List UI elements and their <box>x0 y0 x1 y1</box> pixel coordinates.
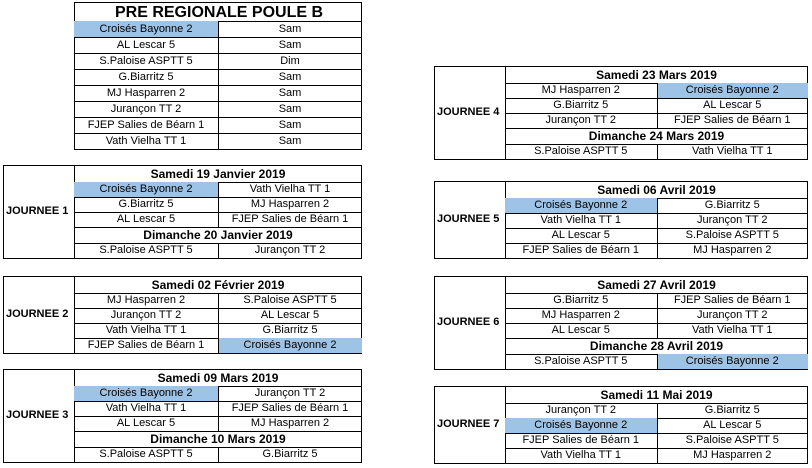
away-team-cell: AL Lescar 5 <box>260 309 320 321</box>
match-row-divider <box>74 258 362 259</box>
match-row-divider <box>74 462 362 463</box>
poule-team-cell: Vath Vielha TT 1 <box>105 135 187 147</box>
journee-label: JOURNEE 1 <box>6 205 69 217</box>
poule-team-cell: S.Paloise ASPTT 5 <box>99 55 193 67</box>
match-col-divider <box>218 293 219 308</box>
match-col-divider <box>218 338 219 353</box>
home-team-cell: AL Lescar 5 <box>551 324 610 336</box>
poule-team-cell: MJ Hasparren 2 <box>106 87 186 99</box>
home-team-cell: G.Biarritz 5 <box>553 294 609 306</box>
away-team-cell: Jurançon TT 2 <box>254 244 326 256</box>
away-team-cell: S.Paloise ASPTT 5 <box>685 229 779 241</box>
poule-day-cell: Sam <box>278 23 302 35</box>
home-team-cell: AL Lescar 5 <box>116 213 176 225</box>
home-team-cell: Jurançon TT 2 <box>545 404 617 416</box>
away-team-cell: FJEP Salies de Béarn 1 <box>231 213 349 225</box>
poule-col-divider <box>218 85 219 101</box>
match-col-divider <box>218 243 219 258</box>
match-col-divider <box>657 213 658 228</box>
home-team-cell: MJ Hasparren 2 <box>541 84 620 96</box>
home-team-cell: FJEP Salies de Béarn 1 <box>522 434 640 446</box>
poule-day-cell: Sam <box>278 39 302 51</box>
poule-team-cell: Croisés Bayonne 2 <box>74 21 218 37</box>
match-col-divider <box>218 416 219 431</box>
away-team-cell: G.Biarritz 5 <box>704 404 760 416</box>
match-date-header: Dimanche 10 Mars 2019 <box>150 432 286 446</box>
match-row-divider <box>505 463 808 464</box>
match-date-header: Samedi 06 Avril 2019 <box>597 183 716 197</box>
match-date-header: Samedi 02 Février 2019 <box>151 278 285 292</box>
home-team-cell: Vath Vielha TT 1 <box>540 214 622 226</box>
away-team-cell: AL Lescar 5 <box>703 99 762 111</box>
match-col-divider <box>657 308 658 323</box>
journee-label: JOURNEE 3 <box>6 409 69 421</box>
poule-col-divider <box>218 117 219 133</box>
match-date-header: Dimanche 28 Avril 2019 <box>589 339 724 353</box>
match-col-divider <box>657 433 658 448</box>
away-team-cell: MJ Hasparren 2 <box>250 198 330 210</box>
poule-team-cell: Jurançon TT 2 <box>110 103 182 115</box>
away-team-cell: Vath Vielha TT 1 <box>691 145 773 157</box>
home-team-cell: Croisés Bayonne 2 <box>74 386 218 401</box>
match-col-divider <box>657 293 658 308</box>
home-team-cell: Croisés Bayonne 2 <box>505 418 657 433</box>
poule-title: PRE REGIONALE POULE B <box>114 4 324 21</box>
match-date-header: Samedi 23 Mars 2019 <box>596 68 717 82</box>
poule-team-cell: G.Biarritz 5 <box>118 71 174 83</box>
match-col-divider <box>657 98 658 113</box>
match-col-divider <box>218 308 219 323</box>
journee-label: JOURNEE 7 <box>437 418 500 430</box>
away-team-cell: Jurançon TT 2 <box>696 214 768 226</box>
away-team-cell: S.Paloise ASPTT 5 <box>685 434 779 446</box>
poule-day-cell: Sam <box>278 87 302 99</box>
away-team-cell: AL Lescar 5 <box>703 419 762 431</box>
match-row-divider <box>505 258 808 259</box>
journee-label: JOURNEE 5 <box>437 213 500 225</box>
match-col-divider <box>657 144 658 159</box>
match-row-divider <box>505 159 808 160</box>
home-team-cell: AL Lescar 5 <box>551 229 610 241</box>
away-team-cell: Croisés Bayonne 2 <box>657 354 809 369</box>
home-team-cell: Vath Vielha TT 1 <box>540 449 622 461</box>
home-team-cell: Jurançon TT 2 <box>545 114 617 126</box>
poule-col-divider <box>218 37 219 53</box>
match-col-divider <box>657 113 658 128</box>
away-team-cell: G.Biarritz 5 <box>262 324 318 336</box>
home-team-cell: FJEP Salies de Béarn 1 <box>522 244 640 256</box>
home-team-cell: Vath Vielha TT 1 <box>105 402 187 414</box>
away-team-cell: Vath Vielha TT 1 <box>249 183 331 195</box>
match-col-divider <box>218 447 219 462</box>
match-row-divider <box>505 369 808 370</box>
away-team-cell: Croisés Bayonne 2 <box>218 338 362 353</box>
home-team-cell: G.Biarritz 5 <box>553 99 609 111</box>
journee-label: JOURNEE 2 <box>6 308 69 320</box>
away-team-cell: MJ Hasparren 2 <box>250 417 330 429</box>
away-team-cell: G.Biarritz 5 <box>704 199 760 211</box>
poule-col-divider <box>218 69 219 85</box>
match-col-divider <box>657 418 658 433</box>
match-col-divider <box>657 323 658 338</box>
match-col-divider <box>218 323 219 338</box>
match-col-divider <box>657 243 658 258</box>
match-date-header: Samedi 11 Mai 2019 <box>600 388 713 402</box>
home-team-cell: S.Paloise ASPTT 5 <box>99 448 193 460</box>
match-col-divider <box>218 212 219 227</box>
match-row-divider <box>74 353 362 354</box>
match-date-header: Samedi 19 Janvier 2019 <box>150 167 286 181</box>
match-date-header: Dimanche 20 Janvier 2019 <box>143 228 293 242</box>
match-date-header: Samedi 27 Avril 2019 <box>597 278 716 292</box>
match-col-divider <box>657 354 658 369</box>
poule-day-cell: Dim <box>280 55 300 67</box>
away-team-cell: MJ Hasparren 2 <box>693 244 772 256</box>
poule-day-cell: Sam <box>278 119 302 131</box>
home-team-cell: Croisés Bayonne 2 <box>505 198 657 213</box>
home-team-cell: S.Paloise ASPTT 5 <box>99 244 193 256</box>
poule-day-cell: Sam <box>278 135 302 147</box>
match-col-divider <box>218 197 219 212</box>
match-date-header: Samedi 09 Mars 2019 <box>157 371 279 385</box>
away-team-cell: FJEP Salies de Béarn 1 <box>231 402 349 414</box>
match-col-divider <box>657 198 658 213</box>
poule-col-divider <box>218 53 219 69</box>
home-team-cell: Vath Vielha TT 1 <box>105 324 187 336</box>
home-team-cell: AL Lescar 5 <box>116 417 176 429</box>
poule-col-divider <box>218 133 219 149</box>
away-team-cell: Jurançon TT 2 <box>696 309 768 321</box>
home-team-cell: Jurançon TT 2 <box>110 309 182 321</box>
away-team-cell: Jurançon TT 2 <box>254 387 326 399</box>
away-team-cell: FJEP Salies de Béarn 1 <box>673 114 791 126</box>
match-col-divider <box>657 403 658 418</box>
home-team-cell: G.Biarritz 5 <box>118 198 174 210</box>
poule-team-cell: AL Lescar 5 <box>116 39 176 51</box>
match-col-divider <box>218 182 219 197</box>
match-col-divider <box>218 401 219 416</box>
poule-day-cell: Sam <box>278 71 302 83</box>
poule-day-cell: Sam <box>278 103 302 115</box>
away-team-cell: FJEP Salies de Béarn 1 <box>673 294 791 306</box>
journee-label: JOURNEE 4 <box>437 106 500 118</box>
away-team-cell: S.Paloise ASPTT 5 <box>243 294 337 306</box>
away-team-cell: G.Biarritz 5 <box>262 448 318 460</box>
away-team-cell: Croisés Bayonne 2 <box>657 83 809 98</box>
match-col-divider <box>657 228 658 243</box>
poule-col-divider <box>218 101 219 117</box>
away-team-cell: Vath Vielha TT 1 <box>691 324 773 336</box>
match-col-divider <box>657 448 658 463</box>
away-team-cell: MJ Hasparren 2 <box>693 449 772 461</box>
poule-col-divider <box>218 21 219 37</box>
home-team-cell: FJEP Salies de Béarn 1 <box>87 339 205 351</box>
home-team-cell: Croisés Bayonne 2 <box>74 182 218 197</box>
home-team-cell: S.Paloise ASPTT 5 <box>534 145 628 157</box>
match-col-divider <box>218 386 219 401</box>
match-col-divider <box>657 83 658 98</box>
journee-label: JOURNEE 6 <box>437 316 500 328</box>
match-date-header: Dimanche 24 Mars 2019 <box>588 129 725 143</box>
home-team-cell: S.Paloise ASPTT 5 <box>534 355 628 367</box>
poule-team-cell: FJEP Salies de Béarn 1 <box>87 119 205 131</box>
home-team-cell: MJ Hasparren 2 <box>541 309 620 321</box>
home-team-cell: MJ Hasparren 2 <box>106 294 186 306</box>
